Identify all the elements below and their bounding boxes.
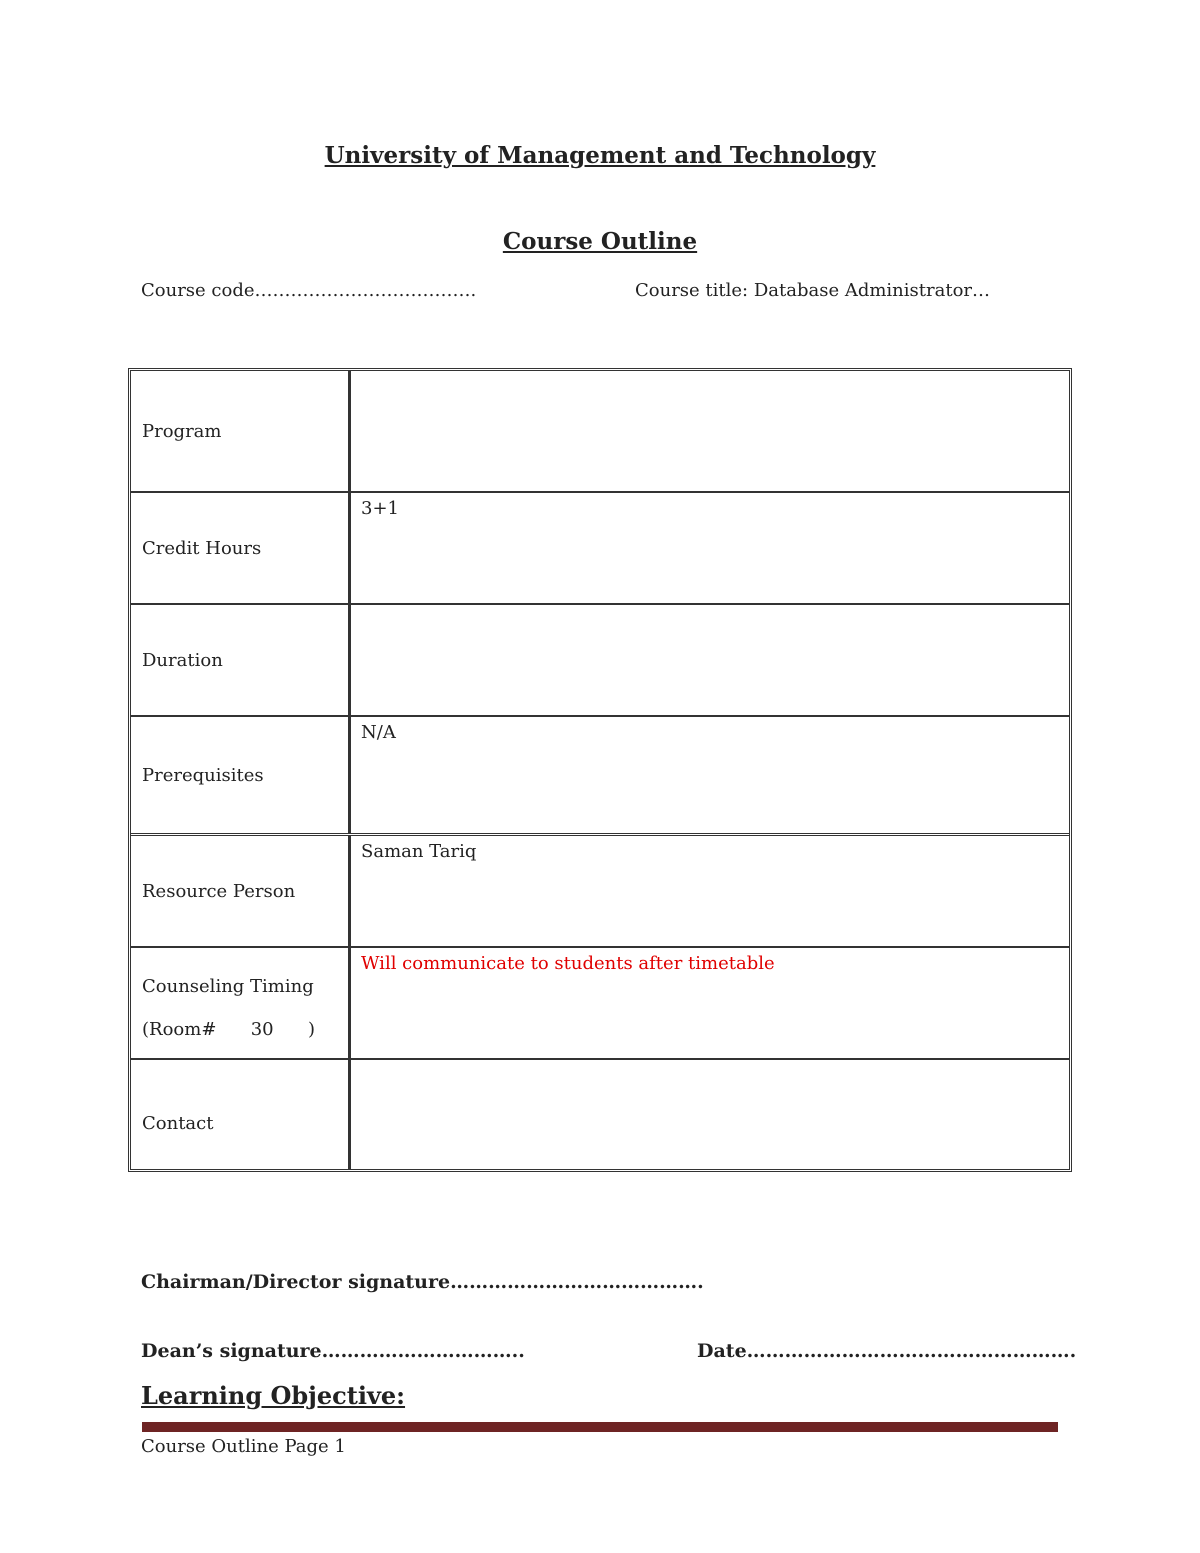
row-label: Resource Person	[131, 836, 351, 946]
room-number: (Room# 30 )	[142, 1019, 315, 1040]
date-line: Date…………………………………………….	[697, 1340, 1077, 1362]
table-row-program	[131, 371, 1069, 491]
table-row-contact	[131, 1058, 1069, 1169]
document-title: Course Outline	[502, 228, 698, 255]
row-value	[351, 371, 1069, 491]
course-info-table	[128, 368, 1072, 1172]
dean-signature-line: Dean’s signature…………………………..	[141, 1340, 525, 1362]
row-value: N/A	[361, 722, 396, 743]
row-label: Duration	[131, 605, 351, 715]
row-label: Contact	[131, 1060, 351, 1169]
row-value: Will communicate to students after timetable	[361, 953, 775, 974]
page-footer: Course Outline Page 1	[141, 1436, 346, 1457]
university-name: University of Management and Technology	[324, 142, 876, 169]
table-row-counseling-timing	[131, 946, 1069, 1058]
row-label: Credit Hours	[131, 493, 351, 603]
row-label: Counseling Timing (Room# 30 )	[131, 948, 351, 1058]
table-row-resource-person	[131, 833, 1069, 946]
row-value: Saman Tariq	[361, 841, 477, 862]
footer-divider	[142, 1422, 1058, 1432]
row-label: Program	[131, 371, 351, 491]
learning-objective-heading: Learning Objective:	[141, 1381, 406, 1410]
table-row-duration	[131, 603, 1069, 715]
chairman-signature-line: Chairman/Director signature………………………………….	[141, 1271, 704, 1293]
row-label: Prerequisites	[131, 717, 351, 833]
row-value	[351, 605, 1069, 715]
row-value	[351, 1060, 1069, 1169]
course-code-field: Course code……………………………….	[141, 280, 477, 301]
row-value: 3+1	[361, 498, 399, 519]
table-row-credit-hours	[131, 491, 1069, 603]
course-title-field: Course title: Database Administrator…	[635, 280, 991, 301]
table-row-prerequisites	[131, 715, 1069, 833]
